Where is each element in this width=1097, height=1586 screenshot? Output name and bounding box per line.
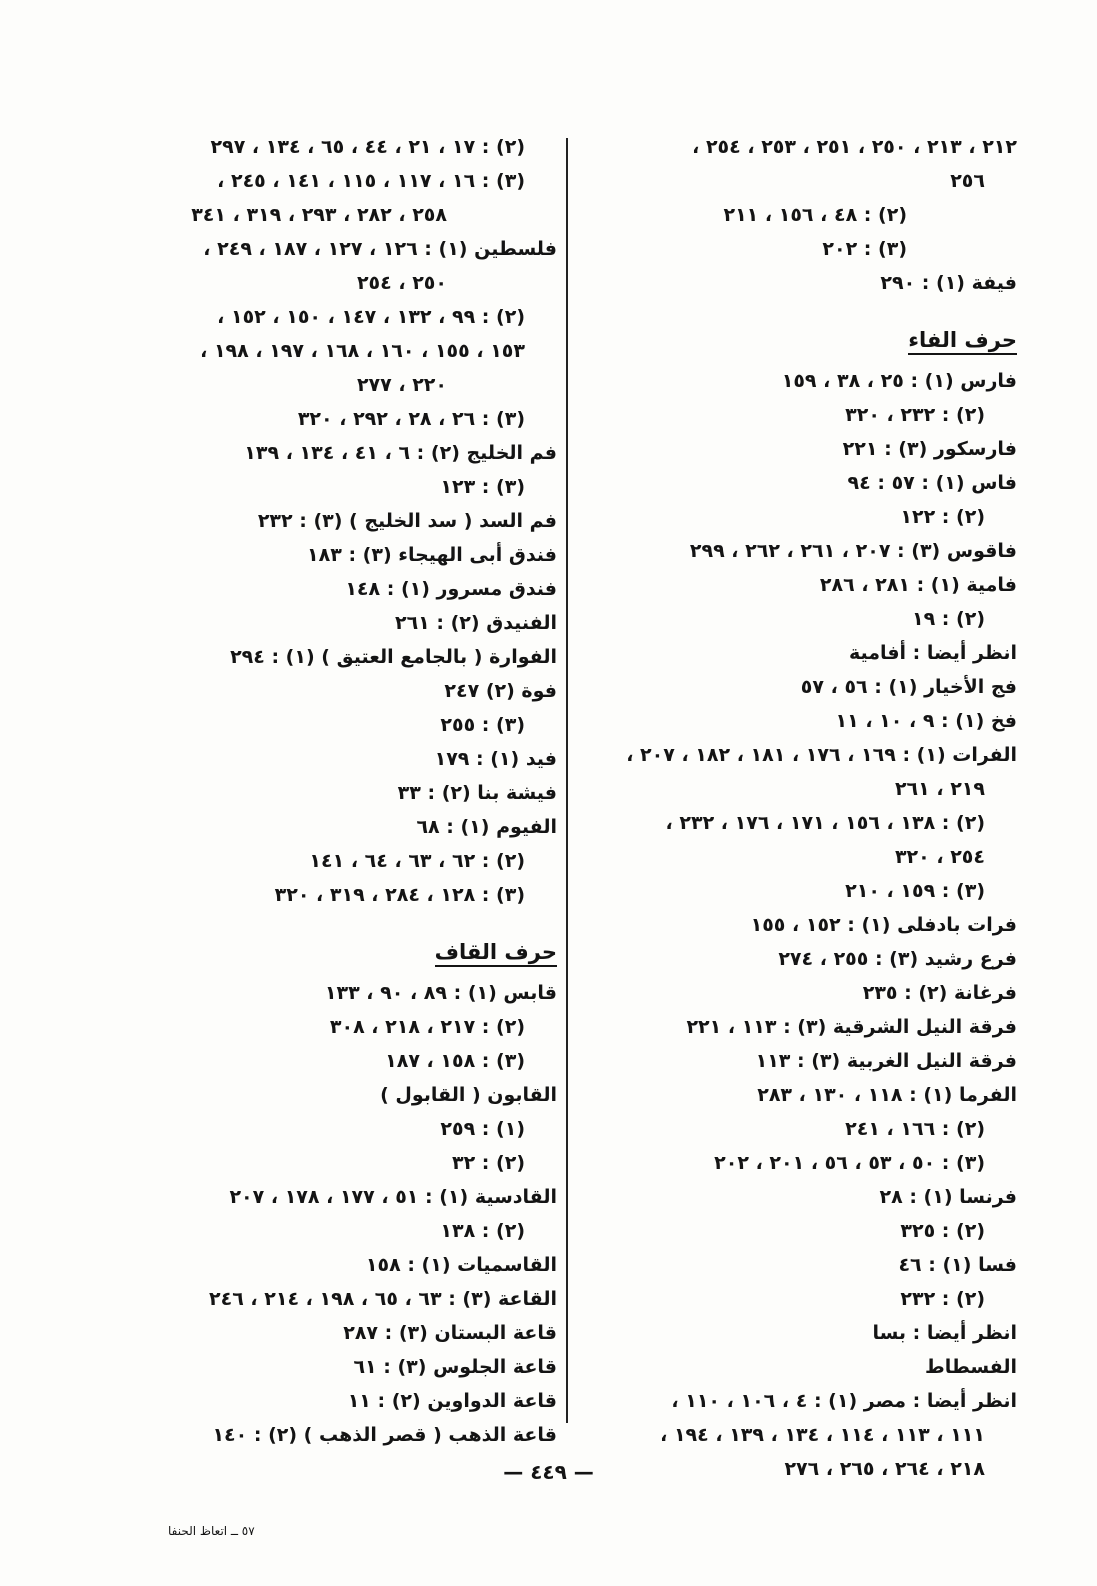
index-entry: (٢) : ١٦٦ ، ٢٤١ (845, 1118, 985, 1140)
index-entry: ٢٥٠ ، ٢٥٤ (356, 272, 447, 294)
index-entry: الفرما (١) : ١١٨ ، ١٣٠ ، ٢٨٣ (757, 1084, 1017, 1106)
section-heading-text: حرف القاف (435, 940, 557, 967)
index-entry: ٢٥٦ (950, 170, 985, 192)
section-heading (132, 912, 557, 976)
index-entry: ١١١ ، ١١٣ ، ١١٤ ، ١٣٤ ، ١٣٩ ، ١٩٤ ، (660, 1424, 985, 1446)
index-entry: (٣) : ٥٠ ، ٥٣ ، ٥٦ ، ٢٠١ ، ٢٠٢ (714, 1152, 985, 1174)
index-entry: (٣) : ١٥٨ ، ١٨٧ (385, 1050, 525, 1072)
index-entry: (٣) : ١٥٩ ، ٢١٠ (845, 880, 985, 902)
index-entry: القاسميات (١) : ١٥٨ (365, 1254, 557, 1276)
index-entry: فوة (٢) ٢٤٧ (444, 680, 557, 702)
index-entry: (٢) : ٤٨ ، ١٥٦ ، ٢١١ (723, 204, 907, 226)
index-entry: الفوارة ( بالجامع العتيق ) (١) : ٢٩٤ (230, 646, 557, 668)
index-entry: (١) : ٢٥٩ (440, 1118, 525, 1140)
index-entry: ١٥٣ ، ١٥٥ ، ١٦٠ ، ١٦٨ ، ١٩٧ ، ١٩٨ ، (200, 340, 525, 362)
index-entry: (٢) : ١٣٨ (440, 1220, 525, 1242)
index-entry: ٢١٨ ، ٢٦٤ ، ٢٦٥ ، ٢٧٦ (784, 1458, 985, 1480)
index-column-right (597, 130, 1017, 1486)
index-entry: (٢) : ٢١٧ ، ٢١٨ ، ٣٠٨ (329, 1016, 525, 1038)
section-heading-text: حرف الفاء (908, 328, 1017, 355)
index-entry: ٢٥٤ ، ٣٢٠ (894, 846, 985, 868)
footer-note: ٥٧ ــ اتعاظ الحنفا (168, 1524, 255, 1538)
index-column-left (132, 130, 557, 1452)
index-entry: فاقوس (٣) : ٢٠٧ ، ٢٦١ ، ٢٦٢ ، ٢٩٩ (689, 540, 1017, 562)
index-entry: (٢) : ٣٢ (451, 1152, 525, 1174)
index-entry: (٢) : ٢٣٢ (900, 1288, 985, 1310)
index-entry: ٢١٩ ، ٢٦١ (894, 778, 985, 800)
index-entry: فرغانة (٢) : ٢٣٥ (862, 982, 1017, 1004)
index-entry: قاعة الجلوس (٣) : ٦١ (353, 1356, 557, 1378)
index-entry: فيد (١) : ١٧٩ (434, 748, 557, 770)
index-entry: ٢٢٠ ، ٢٧٧ (356, 374, 447, 396)
index-entry: فيشة بنا (٢) : ٣٣ (397, 782, 557, 804)
index-entry: فلسطين (١) : ١٢٦ ، ١٢٧ ، ١٨٧ ، ٢٤٩ ، (203, 238, 557, 260)
index-entry: (٢) : ٢٣٢ ، ٣٢٠ (845, 404, 985, 426)
index-entry: (٣) : ٢٠٢ (822, 238, 907, 260)
index-entry: فرات بادفلى (١) : ١٥٢ ، ١٥٥ (750, 914, 1017, 936)
index-entry: فسا (١) : ٤٦ (898, 1254, 1017, 1276)
index-entry: (٣) : ١٢٣ (440, 476, 525, 498)
index-entry: القاعة (٣) : ٦٣ ، ٦٥ ، ١٩٨ ، ٢١٤ ، ٢٤٦ (209, 1288, 557, 1310)
index-entry: القابون ( القابول ) (380, 1084, 557, 1106)
index-entry: (٢) : ٣٢٥ (900, 1220, 985, 1242)
index-entry: (٢) : ١٢٢ (900, 506, 985, 528)
index-entry: (٣) : ٢٥٥ (440, 714, 525, 736)
index-entry: فرنسا (١) : ٢٨ (879, 1186, 1017, 1208)
column-divider (566, 138, 568, 1423)
index-entry: الفرات (١) : ١٦٩ ، ١٧٦ ، ١٨١ ، ١٨٢ ، ٢٠٧ ، (626, 744, 1017, 766)
index-entry: فامية (١) : ٢٨١ ، ٢٨٦ (819, 574, 1017, 596)
index-entry: فخ (١) : ٩ ، ١٠ ، ١١ (835, 710, 1017, 732)
index-entry: انظر أيضا : أفامية (848, 642, 1017, 664)
index-entry: قاعة البستان (٣) : ٢٨٧ (343, 1322, 557, 1344)
index-entry: (٣) : ١٢٨ ، ٢٨٤ ، ٣١٩ ، ٣٢٠ (274, 884, 525, 906)
index-entry: فج الأخيار (١) : ٥٦ ، ٥٧ (800, 676, 1017, 698)
index-entry: (٣) : ٢٦ ، ٢٨ ، ٢٩٢ ، ٣٢٠ (297, 408, 525, 430)
index-entry: الفيوم (١) : ٦٨ (416, 816, 557, 838)
index-entry: الفنيدق (٢) : ٢٦١ (394, 612, 557, 634)
page-number: — ٤٤٩ — (503, 1460, 594, 1484)
index-entry: (٢) : ١٩ (911, 608, 985, 630)
index-entry: الفسطاط (924, 1356, 1017, 1378)
index-entry: قاعة الدواوين (٢) : ١١ (347, 1390, 557, 1412)
index-entry: فارس (١) : ٢٥ ، ٣٨ ، ١٥٩ (781, 370, 1017, 392)
index-entry: (٢) : ٩٩ ، ١٣٢ ، ١٤٧ ، ١٥٠ ، ١٥٢ ، (217, 306, 525, 328)
index-entry: ٢٥٨ ، ٢٨٢ ، ٢٩٣ ، ٣١٩ ، ٣٤١ (191, 204, 447, 226)
index-entry: ٢١٢ ، ٢١٣ ، ٢٥٠ ، ٢٥١ ، ٢٥٣ ، ٢٥٤ ، (692, 136, 1017, 158)
section-heading (597, 300, 1017, 364)
index-entry: فيفة (١) : ٢٩٠ (880, 272, 1017, 294)
index-entry: قاعة الذهب ( قصر الذهب ) (٢) : ١٤٠ (212, 1424, 557, 1446)
index-entry: فندق مسرور (١) : ١٤٨ (345, 578, 557, 600)
index-entry: فم السد ( سد الخليج ) (٣) : ٢٣٢ (257, 510, 557, 532)
index-entry: فرقة النيل الغربية (٣) : ١١٣ (755, 1050, 1017, 1072)
index-entry: فندق أبى الهيجاء (٣) : ١٨٣ (307, 544, 557, 566)
index-entry: (٢) : ١٧ ، ٢١ ، ٤٤ ، ٦٥ ، ١٣٤ ، ٢٩٧ (210, 136, 525, 158)
index-entry: (٣) : ١٦ ، ١١٧ ، ١١٥ ، ١٤١ ، ٢٤٥ ، (217, 170, 525, 192)
index-entry: انظر أيضا : بسا (872, 1322, 1017, 1344)
index-entry: القادسية (١) : ٥١ ، ١٧٧ ، ١٧٨ ، ٢٠٧ (229, 1186, 557, 1208)
index-entry: انظر أيضا : مصر (١) : ٤ ، ١٠٦ ، ١١٠ ، (671, 1390, 1017, 1412)
index-entry: فاس (١) : ٥٧ : ٩٤ (847, 472, 1017, 494)
index-entry: فرقة النيل الشرقية (٣) : ١١٣ ، ٢٢١ (686, 1016, 1017, 1038)
index-entry: فارسكور (٣) : ٢٢١ (842, 438, 1017, 460)
index-entry: فرع رشيد (٣) : ٢٥٥ ، ٢٧٤ (778, 948, 1017, 970)
index-entry: (٢) : ٦٢ ، ٦٣ ، ٦٤ ، ١٤١ (309, 850, 525, 872)
index-entry: (٢) : ١٣٨ ، ١٥٦ ، ١٧١ ، ١٧٦ ، ٢٣٢ ، (665, 812, 985, 834)
index-entry: قابس (١) : ٨٩ ، ٩٠ ، ١٣٣ (324, 982, 557, 1004)
index-entry: فم الخليج (٢) : ٦ ، ٤١ ، ١٣٤ ، ١٣٩ (244, 442, 557, 464)
